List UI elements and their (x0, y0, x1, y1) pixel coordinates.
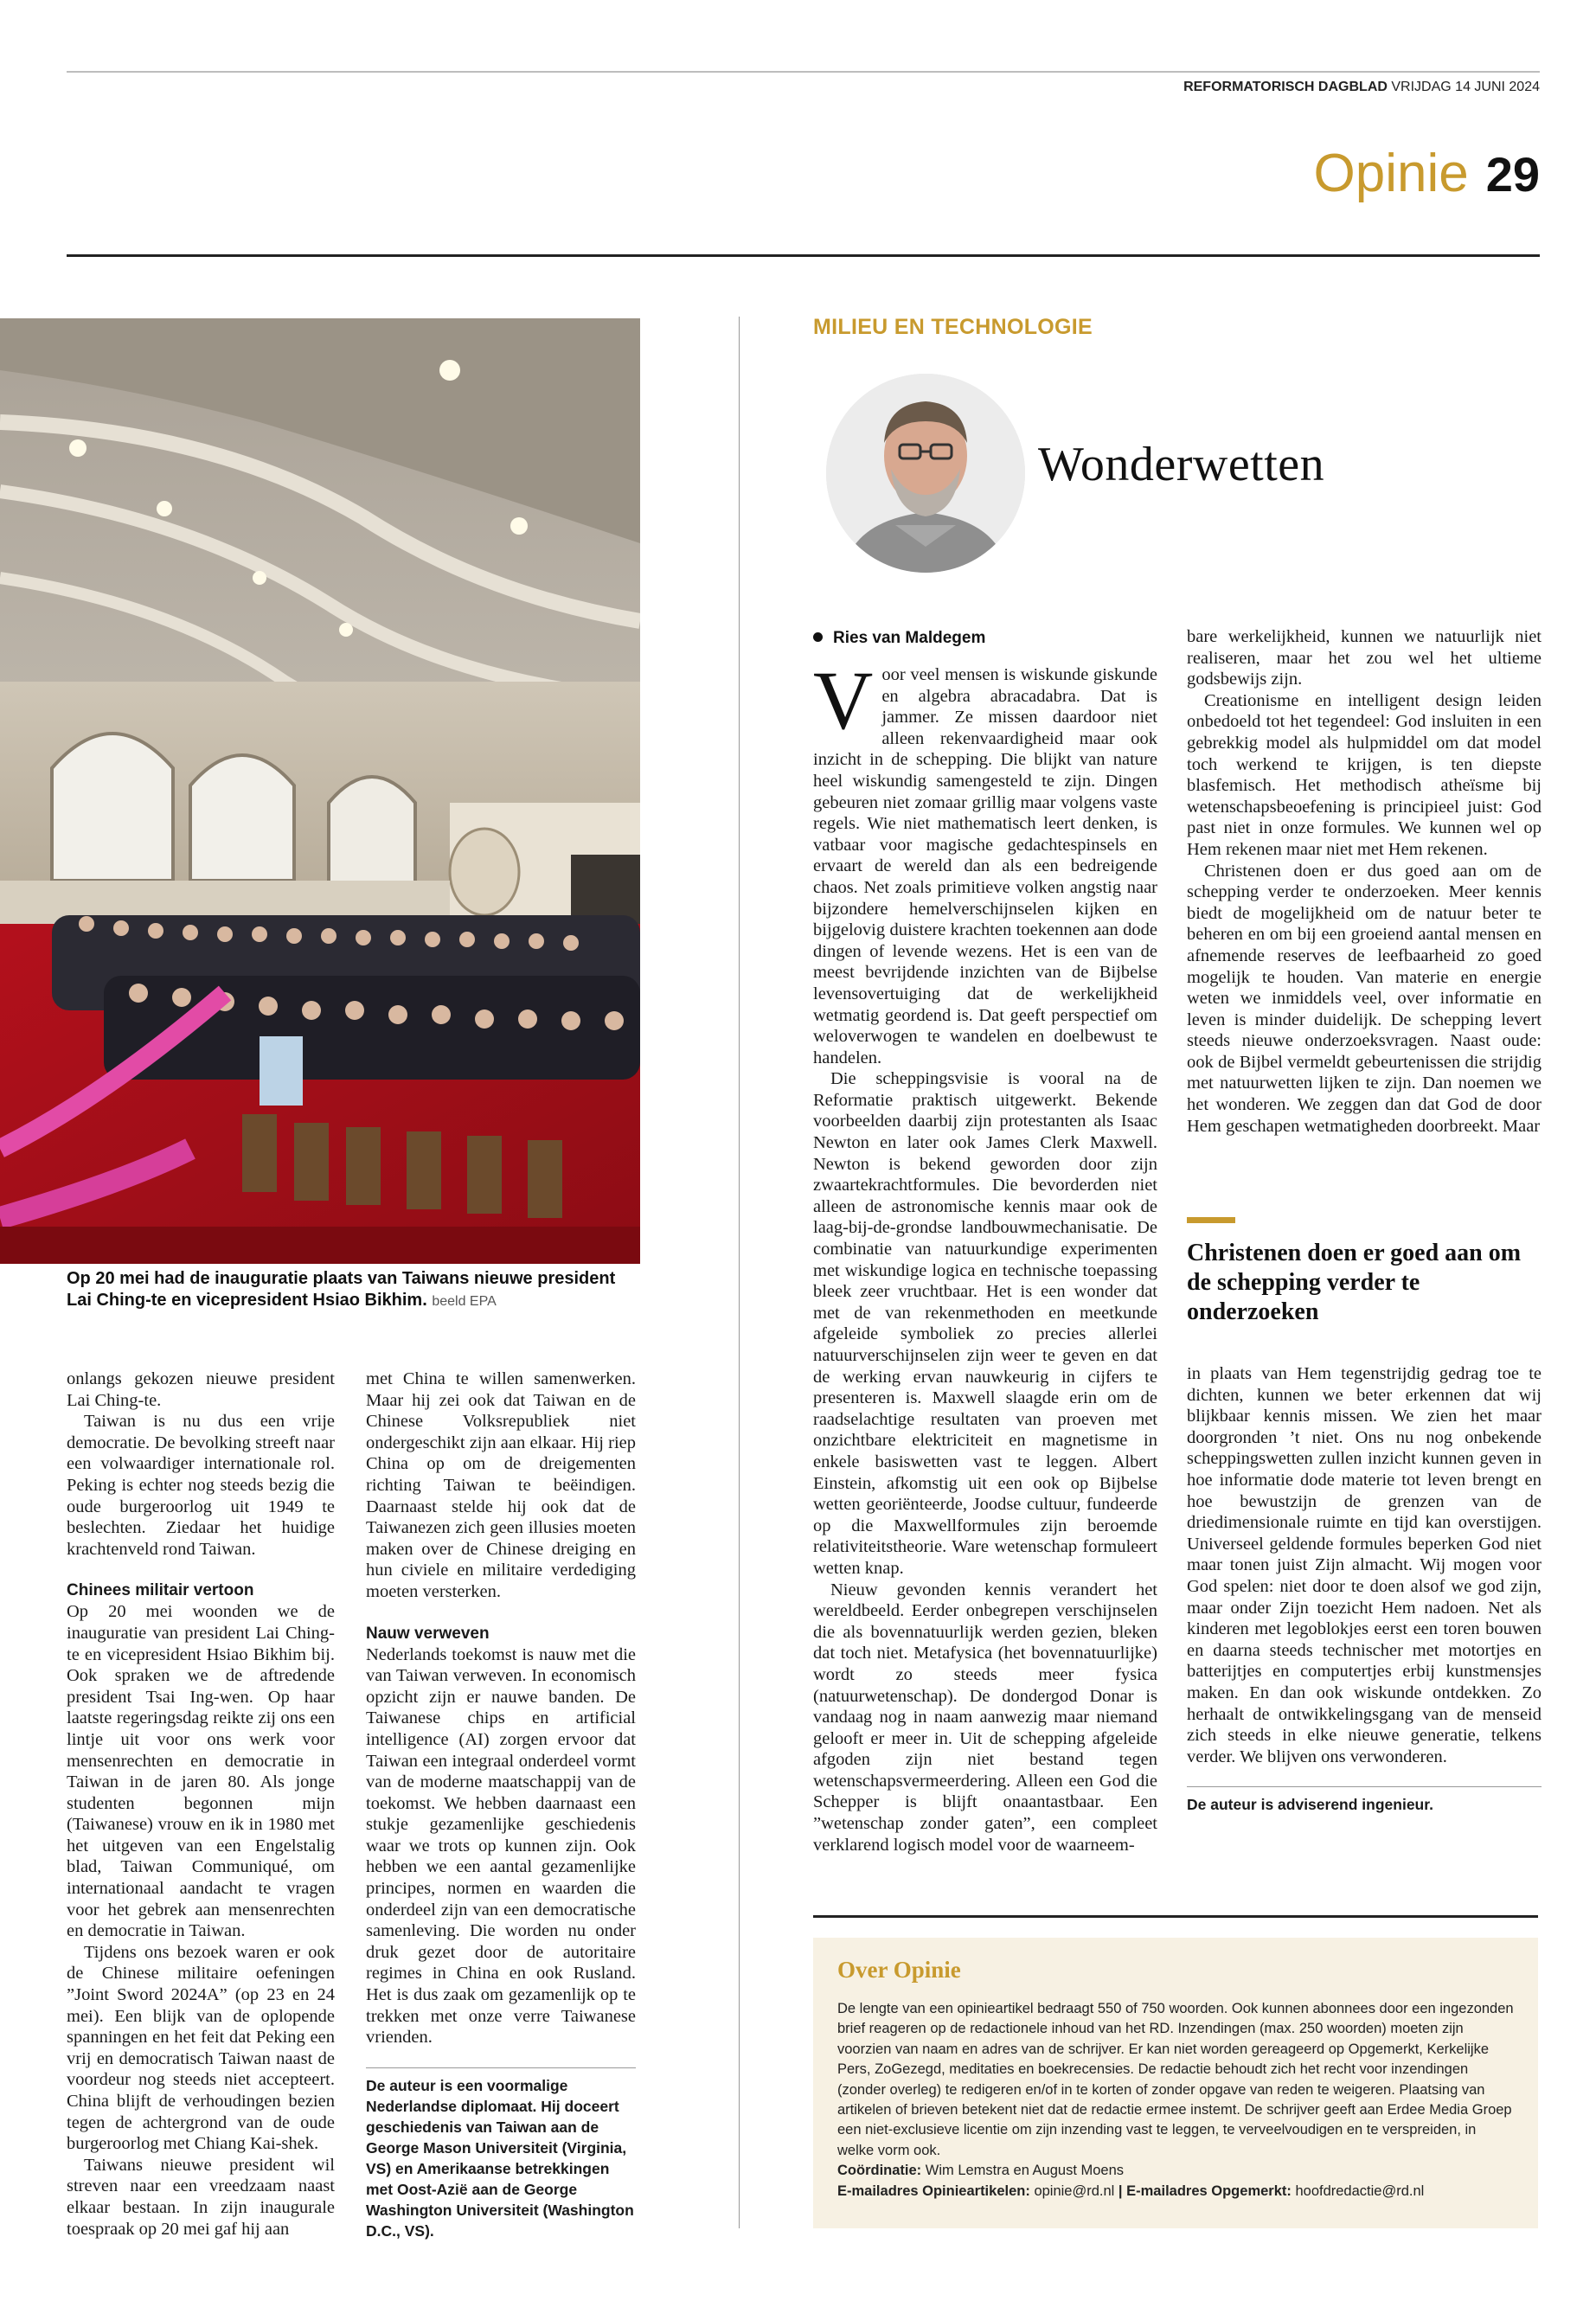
pull-quote: Christenen doen er goed aan om de schepping verder te onderzoeken (1187, 1240, 1522, 1325)
email2-label: E-mailadres Opgemerkt: (1126, 2182, 1292, 2199)
header-meta (1183, 80, 1540, 95)
taiwan-article-column-2 (366, 1368, 636, 2241)
author-name: Ries van Maldegem (833, 629, 986, 647)
paragraph: onlangs gekozen nieuwe president Lai Ching-te. (67, 1369, 335, 1410)
photo-caption (67, 1268, 638, 1312)
header-top-rule (67, 71, 1540, 73)
email-separator: | (1118, 2182, 1123, 2199)
paragraph: Nederlands toekomst is nauw met die van Taiwan verweven. In economisch opzicht zijn er nauwe banden. De Taiwanese chips en artificial intelligence (AI) zorgen ervoor dat Taiwan een integraal onderdeel vormt van de moderne maatschappij van de toekomst. We hebben daarnaast een stukje gezamenlijke geschiedenis waar we trots op kunnen zijn. Ook hebben we een aantal gezamenlijke principes, normen en waarden die onderdeel zijn van een democratische samenleving. Die worden nu onder druk gezet door de autoritaire regimes in China en ook Rusland. Het is dus zaak om gezamenlijk op te trekken met onze verre Taiwanese vrienden. (366, 1644, 636, 2048)
column-divider (739, 317, 740, 2228)
paragraph: bare werkelijkheid, kunnen we natuurlijk niet realiseren, maar het zou wel het ultieme godsbewijs zijn. (1187, 627, 1542, 689)
byline-bullet-icon (813, 632, 823, 642)
publication-date: VRIJDAG 14 JUNI 2024 (1391, 80, 1540, 94)
info-box-coordination (837, 2161, 1514, 2181)
section-name: Opinie (1313, 144, 1469, 203)
paragraph: met China te willen samenwerken. Maar hij zei ook dat Taiwan en de Chinese Volksrepubliek niet ondergeschikt zijn aan elkaar. Hij riep China op om de dreigementen richting Taiwan te beëindigen. Daarnaast stelde hij ook dat de Taiwanezen zich geen illusies moeten maken over de Chinese dreiging en hun civiele en militaire verdediging moeten versterken. (366, 1369, 636, 1601)
author-bio: De auteur is een voormalige Nederlandse diplomaat. Hij doceert geschiedenis van Taiwan aan de George Mason Universiteit (Virginia, VS) en Amerikaanse betrekkingen met Oost-Azië aan de George Washington Universiteit (Washington D.C., VS). (366, 2067, 636, 2241)
info-box-rule (813, 1915, 1538, 1918)
email1-label: E-mailadres Opinieartikelen: (837, 2182, 1030, 2199)
coord-label: Coördinatie: (837, 2163, 922, 2179)
paragraph: Taiwans nieuwe president wil streven naar een vreedzaam naast elkaar bestaan. In zijn inaugurale toespraak op 20 mei gaf hij aan (67, 2155, 335, 2239)
byline (813, 629, 985, 648)
paragraph: Nieuw gevonden kennis verandert het wereldbeeld. Eerder onbegrepen verschijnselen die als bovennatuurlijk werden gezien, bleken dat toch niet. Metafysica (het bovennatuurlijke) wordt zo steeds meer fysica (natuurwetenschap). De dondergod Donar is vandaag nog in naam aanwezig maar niemand gelooft er meer in. Uit de schepping afgeleide afgoden zijn niet bestand tegen wetenschapsvermeerdering. Alleen een God die Schepper is blijft onaantastbaar. Een ”wetenschap zonder gaten”, een compleet verklarend logisch model voor de waarneem- (813, 1580, 1157, 1855)
column-text-left (813, 654, 1157, 1856)
email1-link[interactable]: opinie@rd.nl (1034, 2182, 1115, 2199)
drop-cap: V (813, 654, 874, 747)
info-box-over-opinie (813, 1938, 1538, 2228)
author-portrait (826, 374, 1025, 573)
subheading: Nauw verweven (366, 1624, 490, 1643)
column-author-bio: De auteur is adviserend ingenieur. (1187, 1786, 1542, 1815)
pull-quote-bar (1187, 1217, 1235, 1223)
column-text-right-bottom (1187, 1363, 1542, 1815)
subheading: Chinees militair vertoon (67, 1581, 254, 1600)
inauguration-photo (0, 318, 640, 1264)
paragraph: Tijdens ons bezoek waren er ook de Chinese militaire oefeningen ”Joint Sword 2024A” (op 23 en 24 mei). Een blijk van de oplopende spanningen en het feit dat Peking een vrij en democratisch Taiwan naast de voordeur nog steeds niet accepteert. China blijft de verhoudingen bezien tegen de achtergrond van de oude burgeroorlog met Chiang Kai-shek. (67, 1942, 335, 2154)
paragraph: Die scheppingsvisie is vooral na de Reformatie praktisch uitgewerkt. Bekende voorbeelden daarbij zijn protestanten als Isaac Newton en later ook James Clerk Maxwell. Newton is bekend geworden door zijn zwaartekrachtformules. Die bevorderden niet alleen de astronomische kennis maar ook de laag-bij-de-grondse landbouwmechanisatie. De combinatie van natuurkundige experimenten met wiskundige logica en technische toepassing bleek zeer vruchtbaar. Het is een wonder dat met de van rekenmethoden en meetkunde afgeleide symboliek zo precies allerlei natuurverschijnselen zijn weer te geven en dat de werking ervan nauwkeurig in cijfers te presenteren is. Maxwell slaagde erin om de raadselachtige resultaten van proeven met onzichtbare elektriciteit en magnetisme in enkele basiswetten vast te leggen. Albert Einstein, afkomstig uit een ook op Bijbelse wetten georiënteerde, Joodse cultuur, fundeerde op die Maxwellformules zijn beroemde relativiteitstheorie. Ware wetenschap formuleert wetten knap. (813, 1069, 1157, 1578)
column-text-right-top (1187, 626, 1542, 1137)
column-kicker: MILIEU EN TECHNOLOGIE (813, 315, 1093, 339)
header-bottom-rule (67, 254, 1540, 257)
section-header (1313, 143, 1540, 204)
info-box-body: De lengte van een opinieartikel bedraagt 550 of 750 woorden. Ook kunnen abonnees door een ingezonden brief reageren op de redactionele inhoud van het RD. Inzendingen (max. 250 woorden) moeten zijn voorzien van naam en adres van de schrijver. Er kan niet worden gereageerd op Opgemerkt, Kerkelijke Pers, ZoGezegd, meditaties en boekrecensies. De redactie behoudt zich het recht voor inzendingen (zonder overleg) te redigeren en/of in te korten of zonder opgave van reden te weigeren. Plaatsing van artikelen of brieven betekent niet dat de redactie ermee instemt. De schrijver geeft aan Erdee Media Groep een niet-exclusieve licentie om zijn inzending vast te leggen, te verveelvoudigen en te verspreiden, in welke vorm ook. (837, 2001, 1514, 2158)
paragraph: Creationisme en intelligent design leiden onbedoeld tot het tegendeel: God insluiten in een gebrekkig model als hulpmiddel om dat model toch werkend te krijgen, is ten diepste blasfemisch. Het methodisch atheïsme bij wetenschapsbeoefening is principieel juist: God past niet in onze formules. We kunnen wel op Hem rekenen maar niet met Hem rekenen. (1187, 690, 1542, 859)
column-title: Wonderwetten (1038, 438, 1325, 491)
paragraph: Christenen doen er dus goed aan om de schepping verder te onderzoeken. Meer kennis biedt de mogelijkheid om de natuur beter te beheren en om bij een groeiend aantal mensen en afnemende reserves de leefbaarheid zo goed mogelijk te houden. Van materie en energie weten we inmiddels veel, over informatie en leven is minder duidelijk. De schepping levert steeds nieuwe onderzoeksvragen. Naast oude: ook de Bijbel vermeldt gebeurtenissen die strijdig met natuurwetten lijken te zijn. Dan noemen we het wonderen. We zeggen dan dat God de door Hem geschapen wetmatigheden doorbreekt. Maar (1187, 861, 1542, 1136)
info-box-title: Over Opinie (837, 1957, 961, 1983)
taiwan-article-column-1 (67, 1368, 335, 2240)
page-number: 29 (1485, 147, 1540, 202)
caption-text: Op 20 mei had de inauguratie plaats van Taiwans nieuwe president Lai Ching-te en vicepresident Hsiao Bikhim. (67, 1269, 616, 1310)
paragraph: Op 20 mei woonden we de inauguratie van president Lai Ching-te en vicepresident Hsiao Bikhim bij. Ook spraken we de aftredende president Tsai Ing-wen. Op haar laatste regeringsdag reikte zij ons een lintje uit voor ons werk voor mensenrechten en democratie in Taiwan in de jaren 80. Als jonge studenten begonnen mijn (Taiwanese) vrouw en ik in 1980 met het uitgeven van een Engelstalig blad, Taiwan Communiqué, om internationaal aandacht te vragen voor het gebrek aan mensenrechten en democratie in Taiwan. (67, 1602, 335, 1941)
info-box-emails (837, 2182, 1514, 2202)
photo-credit: beeld EPA (432, 1294, 497, 1309)
lead-text: oor veel mensen is wiskunde giskunde en algebra abracadabra. Dat is jammer. Ze missen daardoor niet alleen rekenvaardigheid maar ook inzicht in de schepping. Die blijkt van nature heel wiskundig samengesteld te zijn. Dingen gebeuren niet zomaar grillig maar volgens vaste regels. Wie niet mathematisch leert denken, is vatbaar voor magische gedachtespinsels en ervaart de wereld dan als een bedreigende chaos. Net zoals primitieve volken angstig naar bijzondere hemelverschijnselen kijken en bijgelovig duistere krachten toekennen aan dode dingen of levende wezens. Het is een van de meest bevrijdende inzichten van de Bijbelse levensovertuiging dat de werkelijkheid wetmatig geordend is. Dat geeft perspectief om weloverwogen te wandelen en doelbewust te handelen. (813, 665, 1157, 1067)
paragraph: Taiwan is nu dus een vrije democratie. De bevolking streeft naar een volwaardiger internationale rol. Peking is echter nog steeds bezig die oude burgeroorlog uit 1949 te beslechten. Ziedaar het huidige krachtenveld rond Taiwan. (67, 1412, 335, 1559)
paragraph: in plaats van Hem tegenstrijdig gedrag toe te dichten, kunnen we beter erkennen dat wij blijkbaar kennis missen. We zien het maar doorgronden ’t niet. Ons nu nog onbekende scheppingswetten zullen inzicht kunnen geven in hoe informatie dode materie tot leven brengt en hoe bewustzijn de grenzen van de driedimensionale ruimte en tijd kan overstijgen. Universeel geldende formules beperken God niet maar tonen juist Zijn almacht. Wij mogen voor God spelen: niet door te doen alsof we god zijn, maar onder Zijn toezicht Hem nadoen. Net als kinderen met legoblokjes eerst een toren bouwen en daarna steeds technischer met motortjes en batterijtjes en computertjes erbij kunstmensjes maken. En dan ook wiskunde ontdekken. Zo herhaalt de ontwikkelingsgang van de menseid zich steeds in elke nieuwe generatie, telkens verder. We blijven ons verwonderen. (1187, 1364, 1542, 1766)
publication-name: REFORMATORISCH DAGBLAD (1183, 80, 1388, 94)
coord-value: Wim Lemstra en August Moens (925, 2163, 1125, 2179)
paragraph-lead (813, 654, 1157, 1068)
email2-link[interactable]: hoofdredactie@rd.nl (1295, 2182, 1425, 2199)
